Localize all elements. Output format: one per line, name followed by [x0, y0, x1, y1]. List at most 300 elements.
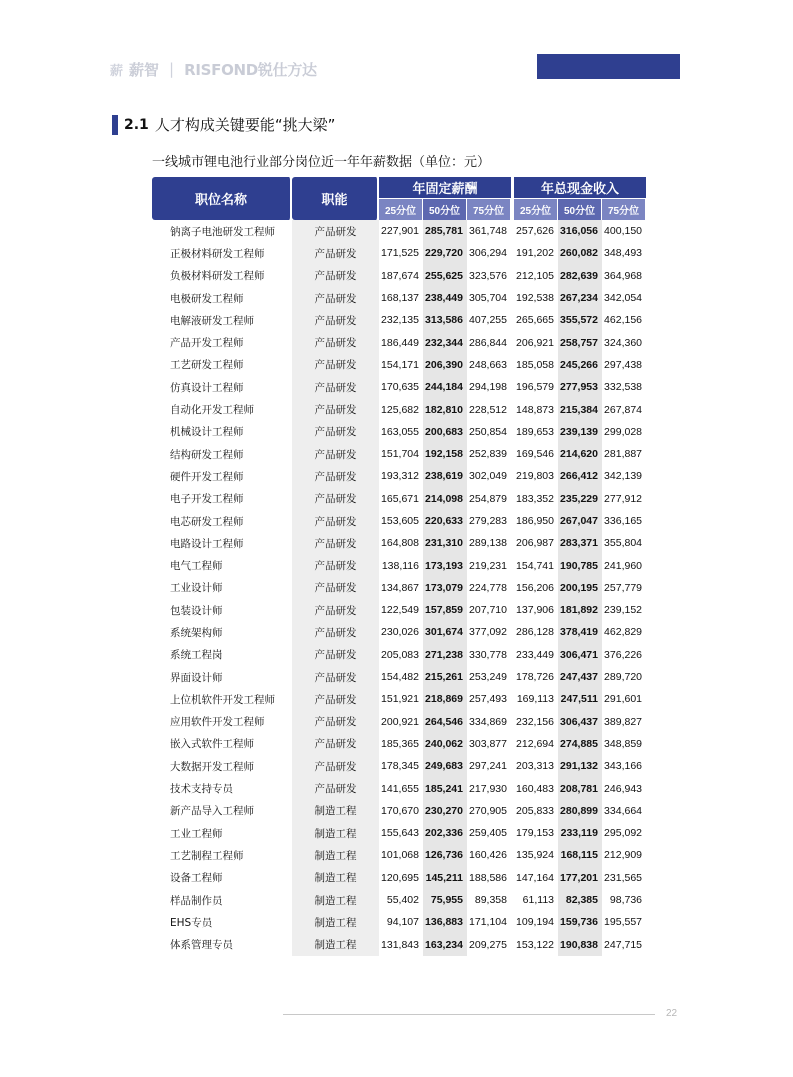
section-title: 人才构成关键要能“挑大梁” [154, 116, 336, 134]
cell-fixed-p25: 170,670 [381, 804, 419, 817]
cell-position-name: 设备工程师 [170, 872, 223, 885]
cell-function: 产品研发 [292, 287, 379, 309]
cell-position-name: 包装设计师 [170, 604, 223, 617]
cell-fixed-p75: 259,405 [469, 827, 507, 840]
cell-function: 产品研发 [292, 443, 379, 465]
cell-total-p25: 286,128 [516, 626, 554, 639]
cell-fixed-p75: 279,283 [469, 515, 507, 527]
xinzhi-logo-text: 薪智 [129, 60, 160, 79]
table-row [152, 554, 646, 576]
cell-total-p50: 266,412 [558, 465, 602, 487]
cell-total-p50: 239,139 [558, 421, 602, 443]
cell-total-p75: 299,028 [604, 425, 643, 438]
cell-fixed-p75: 257,493 [469, 693, 507, 706]
cell-fixed-p25: 165,671 [381, 492, 419, 505]
cell-fixed-p25: 151,921 [381, 693, 419, 706]
cell-total-p50: 274,885 [558, 733, 602, 755]
cell-total-p75: 295,092 [604, 827, 643, 840]
cell-fixed-p75: 297,241 [469, 760, 507, 773]
cell-position-name: 界面设计师 [170, 671, 223, 684]
cell-total-p75: 277,912 [604, 492, 643, 505]
cell-fixed-p25: 186,449 [381, 336, 419, 349]
table-row [152, 354, 646, 376]
header-total-p25: 25分位 [514, 199, 558, 220]
section-heading [112, 114, 335, 135]
cell-fixed-p25: 55,402 [386, 894, 419, 907]
cell-fixed-p75: 294,198 [469, 381, 507, 394]
cell-total-p50: 181,892 [558, 599, 602, 621]
cell-fixed-p50: 75,955 [423, 889, 467, 911]
cell-fixed-p50: 264,546 [423, 711, 467, 733]
cell-fixed-p25: 171,525 [381, 247, 419, 260]
cell-fixed-p25: 232,135 [381, 314, 419, 327]
cell-total-p25: 61,113 [522, 894, 554, 907]
cell-total-p75: 336,165 [604, 515, 643, 527]
cell-fixed-p25: 151,704 [381, 448, 419, 461]
page-number: 22 [666, 1008, 678, 1019]
table-row [152, 844, 646, 866]
cell-fixed-p75: 330,778 [469, 648, 507, 661]
cell-fixed-p50: 238,619 [423, 465, 467, 487]
cell-fixed-p75: 252,839 [469, 448, 507, 461]
cell-fixed-p50: 229,720 [423, 242, 467, 264]
cell-total-p50: 159,736 [558, 911, 602, 933]
cell-total-p25: 153,122 [516, 938, 554, 951]
cell-function: 产品研发 [292, 688, 379, 710]
table-row [152, 889, 646, 911]
cell-total-p25: 186,950 [516, 515, 554, 527]
header-total-cash: 年总现金收入 [514, 177, 646, 199]
cell-fixed-p50: 206,390 [423, 354, 467, 376]
cell-total-p25: 205,833 [516, 804, 554, 817]
cell-fixed-p25: 230,026 [381, 626, 419, 639]
cell-fixed-p75: 323,576 [469, 269, 507, 282]
cell-fixed-p50: 231,310 [423, 532, 467, 554]
cell-fixed-p75: 188,586 [469, 871, 507, 884]
cell-function: 产品研发 [292, 666, 379, 688]
cell-total-p75: 257,779 [604, 581, 643, 594]
cell-total-p50: 214,620 [558, 443, 602, 465]
cell-fixed-p50: 202,336 [423, 822, 467, 844]
header-fixed-salary: 年固定薪酬 [379, 177, 511, 199]
cell-position-name: 仿真设计工程师 [170, 381, 244, 394]
xinzhi-logo-icon: 薪 [110, 63, 124, 79]
cell-fixed-p25: 155,643 [381, 827, 419, 840]
cell-fixed-p50: 240,062 [423, 733, 467, 755]
cell-total-p25: 147,164 [516, 871, 554, 884]
table-row [152, 510, 646, 532]
cell-function: 产品研发 [292, 421, 379, 443]
cell-total-p50: 283,371 [558, 532, 602, 554]
cell-fixed-p75: 270,905 [469, 804, 507, 817]
cell-fixed-p25: 138,116 [381, 559, 419, 572]
cell-fixed-p25: 134,867 [381, 581, 419, 594]
cell-fixed-p25: 170,635 [381, 381, 419, 394]
cell-total-p50: 233,119 [558, 822, 602, 844]
cell-total-p75: 281,887 [604, 448, 643, 461]
cell-total-p50: 258,757 [558, 331, 602, 353]
cell-position-name: 电路设计工程师 [170, 537, 244, 550]
cell-fixed-p50: 173,079 [423, 577, 467, 599]
cell-total-p75: 98,736 [609, 894, 643, 907]
cell-total-p25: 203,313 [516, 760, 554, 773]
cell-function: 产品研发 [292, 309, 379, 331]
cell-fixed-p50: 200,683 [423, 421, 467, 443]
cell-total-p75: 348,493 [604, 247, 643, 260]
cell-fixed-p25: 200,921 [381, 715, 419, 728]
cell-total-p75: 342,054 [604, 292, 643, 305]
cell-fixed-p75: 407,255 [469, 314, 507, 327]
cell-fixed-p25: 168,137 [381, 292, 419, 305]
cell-position-name: 工艺研发工程师 [170, 359, 244, 372]
table-row [152, 376, 646, 398]
cell-function: 产品研发 [292, 599, 379, 621]
cell-total-p25: 192,538 [516, 292, 554, 305]
table-row [152, 220, 646, 242]
cell-total-p50: 378,419 [558, 621, 602, 643]
cell-total-p50: 316,056 [558, 220, 602, 242]
cell-total-p25: 196,579 [516, 381, 554, 394]
cell-fixed-p25: 153,605 [381, 515, 419, 527]
cell-total-p75: 297,438 [604, 358, 643, 371]
table-row [152, 644, 646, 666]
cell-function: 产品研发 [292, 755, 379, 777]
cell-function: 产品研发 [292, 488, 379, 510]
cell-total-p75: 342,139 [604, 470, 643, 483]
table-row [152, 867, 646, 889]
cell-position-name: 自动化开发工程师 [170, 404, 254, 417]
table-row [152, 711, 646, 733]
cell-total-p25: 265,665 [516, 314, 554, 327]
cell-function: 产品研发 [292, 711, 379, 733]
cell-fixed-p25: 154,171 [381, 358, 419, 371]
cell-total-p50: 235,229 [558, 488, 602, 510]
cell-position-name: 嵌入式软件工程师 [170, 738, 254, 751]
cell-fixed-p50: 220,633 [423, 510, 467, 532]
cell-fixed-p75: 306,294 [469, 247, 507, 260]
cell-fixed-p75: 305,704 [469, 292, 507, 305]
cell-total-p25: 137,906 [516, 604, 554, 617]
cell-fixed-p75: 302,049 [469, 470, 507, 483]
cell-position-name: 电解液研发工程师 [170, 314, 254, 327]
cell-fixed-p50: 185,241 [423, 777, 467, 799]
cell-function: 制造工程 [292, 844, 379, 866]
cell-total-p25: 212,105 [516, 269, 554, 282]
cell-position-name: 电气工程师 [170, 560, 223, 573]
cell-fixed-p25: 94,107 [386, 916, 419, 929]
table-row [152, 443, 646, 465]
cell-total-p25: 189,653 [516, 425, 554, 438]
cell-total-p75: 246,943 [604, 782, 643, 795]
cell-total-p75: 247,715 [604, 938, 643, 951]
cell-total-p75: 355,804 [604, 537, 643, 550]
cell-position-name: EHS专员 [170, 916, 213, 929]
cell-position-name: 工业工程师 [170, 827, 223, 840]
cell-function: 产品研发 [292, 465, 379, 487]
cell-total-p50: 306,437 [558, 711, 602, 733]
header-logo [110, 58, 317, 80]
cell-fixed-p50: 238,449 [423, 287, 467, 309]
cell-fixed-p75: 217,930 [469, 782, 507, 795]
cell-total-p50: 291,132 [558, 755, 602, 777]
cell-total-p75: 400,150 [604, 225, 643, 238]
cell-fixed-p50: 157,859 [423, 599, 467, 621]
cell-position-name: 工业设计师 [170, 582, 223, 595]
cell-position-name: 新产品导入工程师 [170, 805, 254, 818]
cell-total-p50: 82,385 [558, 889, 602, 911]
cell-fixed-p75: 89,358 [474, 894, 507, 907]
table-row [152, 800, 646, 822]
cell-fixed-p50: 192,158 [423, 443, 467, 465]
cell-position-name: 上位机软件开发工程师 [170, 693, 275, 706]
cell-total-p75: 291,601 [604, 693, 643, 706]
cell-fixed-p50: 230,270 [423, 800, 467, 822]
cell-fixed-p50: 145,211 [423, 867, 467, 889]
cell-total-p75: 195,557 [604, 916, 643, 929]
header-position-name: 职位名称 [152, 177, 292, 220]
cell-fixed-p50: 232,344 [423, 331, 467, 353]
cell-total-p75: 267,874 [604, 403, 643, 416]
cell-function: 制造工程 [292, 822, 379, 844]
cell-function: 产品研发 [292, 554, 379, 576]
cell-fixed-p50: 126,736 [423, 844, 467, 866]
cell-fixed-p25: 178,345 [381, 760, 419, 773]
table-row [152, 465, 646, 487]
cell-function: 产品研发 [292, 265, 379, 287]
cell-total-p75: 212,909 [604, 849, 643, 862]
cell-total-p25: 232,156 [516, 715, 554, 728]
cell-total-p50: 277,953 [558, 376, 602, 398]
cell-total-p75: 241,960 [604, 559, 643, 572]
table-row [152, 242, 646, 264]
cell-function: 制造工程 [292, 867, 379, 889]
cell-total-p75: 348,859 [604, 737, 643, 750]
cell-total-p75: 462,829 [604, 626, 643, 639]
cell-function: 产品研发 [292, 242, 379, 264]
cell-total-p50: 306,471 [558, 644, 602, 666]
cell-total-p25: 233,449 [516, 648, 554, 661]
cell-total-p25: 179,153 [516, 827, 554, 840]
cell-total-p50: 245,266 [558, 354, 602, 376]
table-row [152, 532, 646, 554]
cell-fixed-p25: 131,843 [381, 938, 419, 951]
cell-fixed-p25: 120,695 [381, 871, 419, 884]
cell-position-name: 产品开发工程师 [170, 337, 244, 350]
cell-total-p50: 355,572 [558, 309, 602, 331]
header-total-p75: 75分位 [602, 199, 646, 220]
cell-fixed-p50: 255,625 [423, 265, 467, 287]
table-row [152, 688, 646, 710]
cell-fixed-p50: 271,238 [423, 644, 467, 666]
cell-total-p50: 247,511 [558, 688, 602, 710]
risfond-brand-text: RISFOND锐仕方达 [184, 60, 317, 79]
cell-fixed-p25: 125,682 [381, 403, 419, 416]
table-row [152, 666, 646, 688]
cell-total-p50: 177,201 [558, 867, 602, 889]
cell-fixed-p50: 182,810 [423, 398, 467, 420]
cell-fixed-p50: 136,883 [423, 911, 467, 933]
table-row [152, 934, 646, 956]
cell-function: 制造工程 [292, 911, 379, 933]
cell-fixed-p25: 164,808 [381, 537, 419, 550]
cell-function: 产品研发 [292, 354, 379, 376]
salary-table [152, 177, 646, 956]
cell-fixed-p50: 313,586 [423, 309, 467, 331]
cell-function: 制造工程 [292, 800, 379, 822]
cell-total-p75: 231,565 [604, 871, 643, 884]
cell-fixed-p50: 301,674 [423, 621, 467, 643]
header-total-p50: 50分位 [558, 199, 602, 220]
cell-fixed-p50: 173,193 [423, 554, 467, 576]
cell-total-p25: 178,726 [516, 671, 554, 684]
cell-position-name: 系统工程岗 [170, 649, 223, 662]
table-row [152, 331, 646, 353]
table-row [152, 777, 646, 799]
cell-fixed-p75: 171,104 [469, 916, 507, 929]
section-marker [112, 115, 118, 135]
cell-function: 产品研发 [292, 777, 379, 799]
cell-fixed-p25: 187,674 [381, 269, 419, 282]
cell-total-p75: 239,152 [604, 604, 643, 617]
cell-position-name: 应用软件开发工程师 [170, 716, 265, 729]
cell-total-p25: 212,694 [516, 737, 554, 750]
cell-total-p50: 282,639 [558, 265, 602, 287]
table-row [152, 265, 646, 287]
cell-fixed-p50: 249,683 [423, 755, 467, 777]
cell-total-p50: 168,115 [558, 844, 602, 866]
cell-fixed-p25: 141,655 [381, 782, 419, 795]
cell-fixed-p50: 163,234 [423, 934, 467, 956]
table-row [152, 822, 646, 844]
cell-position-name: 大数据开发工程师 [170, 760, 254, 773]
table-row [152, 733, 646, 755]
cell-total-p25: 191,202 [516, 247, 554, 260]
cell-function: 产品研发 [292, 220, 379, 242]
cell-position-name: 钠离子电池研发工程师 [170, 225, 275, 238]
cell-total-p25: 156,206 [516, 581, 554, 594]
cell-fixed-p75: 219,231 [469, 559, 507, 572]
table-row [152, 398, 646, 420]
cell-fixed-p75: 248,663 [469, 358, 507, 371]
section-number: 2.1 [124, 116, 149, 133]
cell-total-p25: 169,546 [516, 448, 554, 461]
cell-function: 产品研发 [292, 331, 379, 353]
cell-function: 制造工程 [292, 934, 379, 956]
cell-total-p50: 190,785 [558, 554, 602, 576]
cell-fixed-p75: 286,844 [469, 336, 507, 349]
cell-total-p25: 109,194 [516, 916, 554, 929]
table-row [152, 488, 646, 510]
cell-fixed-p25: 163,055 [381, 425, 419, 438]
cell-total-p50: 267,234 [558, 287, 602, 309]
cell-position-name: 工艺制程工程师 [170, 849, 244, 862]
cell-position-name: 机械设计工程师 [170, 426, 244, 439]
cell-function: 制造工程 [292, 889, 379, 911]
cell-position-name: 负极材料研发工程师 [170, 270, 265, 283]
cell-fixed-p75: 224,778 [469, 581, 507, 594]
cell-total-p75: 324,360 [604, 336, 643, 349]
cell-total-p25: 206,987 [516, 537, 554, 550]
cell-total-p25: 148,873 [516, 403, 554, 416]
cell-fixed-p25: 227,901 [381, 225, 419, 238]
cell-total-p25: 185,058 [516, 358, 554, 371]
cell-fixed-p25: 122,549 [381, 604, 419, 617]
cell-fixed-p75: 361,748 [469, 225, 507, 238]
cell-position-name: 电子开发工程师 [170, 493, 244, 506]
cell-total-p75: 364,968 [604, 269, 643, 282]
cell-function: 产品研发 [292, 621, 379, 643]
cell-fixed-p75: 228,512 [469, 403, 507, 416]
table-row [152, 287, 646, 309]
cell-total-p50: 267,047 [558, 510, 602, 532]
cell-function: 产品研发 [292, 644, 379, 666]
table-row [152, 621, 646, 643]
table-row [152, 577, 646, 599]
cell-total-p25: 206,921 [516, 336, 554, 349]
cell-fixed-p75: 289,138 [469, 537, 507, 550]
header-function: 职能 [292, 177, 379, 220]
cell-total-p75: 389,827 [604, 715, 643, 728]
cell-total-p25: 160,483 [516, 782, 554, 795]
cell-total-p50: 208,781 [558, 777, 602, 799]
table-row [152, 309, 646, 331]
header-fixed-p50: 50分位 [423, 199, 467, 220]
cell-position-name: 体系管理专员 [170, 939, 233, 952]
cell-fixed-p75: 377,092 [469, 626, 507, 639]
cell-function: 产品研发 [292, 733, 379, 755]
cell-fixed-p50: 244,184 [423, 376, 467, 398]
cell-fixed-p50: 214,098 [423, 488, 467, 510]
cell-fixed-p25: 185,365 [381, 737, 419, 750]
cell-fixed-p25: 101,068 [381, 849, 419, 862]
cell-position-name: 技术支持专员 [170, 783, 233, 796]
cell-fixed-p75: 207,710 [469, 604, 507, 617]
table-row [152, 599, 646, 621]
cell-fixed-p75: 303,877 [469, 737, 507, 750]
cell-function: 产品研发 [292, 510, 379, 532]
cell-function: 产品研发 [292, 577, 379, 599]
logo-separator: | [169, 60, 175, 78]
cell-fixed-p25: 205,083 [381, 648, 419, 661]
table-row [152, 421, 646, 443]
cell-function: 产品研发 [292, 532, 379, 554]
table-caption: 一线城市锂电池行业部分岗位近一年年薪数据（单位：元） [152, 155, 491, 170]
cell-total-p75: 334,664 [604, 804, 643, 817]
cell-position-name: 系统架构师 [170, 626, 223, 639]
table-row [152, 755, 646, 777]
cell-total-p25: 219,803 [516, 470, 554, 483]
cell-total-p25: 183,352 [516, 492, 554, 505]
cell-total-p75: 332,538 [604, 381, 643, 394]
cell-total-p50: 260,082 [558, 242, 602, 264]
header-accent-bar [537, 54, 680, 79]
footer-divider [283, 1014, 655, 1015]
cell-total-p50: 215,384 [558, 398, 602, 420]
cell-position-name: 样品制作员 [170, 894, 223, 907]
cell-total-p25: 257,626 [516, 225, 554, 238]
cell-total-p25: 135,924 [516, 849, 554, 862]
cell-total-p50: 190,838 [558, 934, 602, 956]
table-row [152, 911, 646, 933]
cell-total-p50: 200,195 [558, 577, 602, 599]
cell-position-name: 电极研发工程师 [170, 292, 244, 305]
cell-fixed-p50: 285,781 [423, 220, 467, 242]
cell-total-p75: 376,226 [604, 648, 643, 661]
cell-function: 产品研发 [292, 398, 379, 420]
cell-function: 产品研发 [292, 376, 379, 398]
cell-total-p75: 289,720 [604, 671, 643, 684]
cell-total-p75: 462,156 [604, 314, 643, 327]
